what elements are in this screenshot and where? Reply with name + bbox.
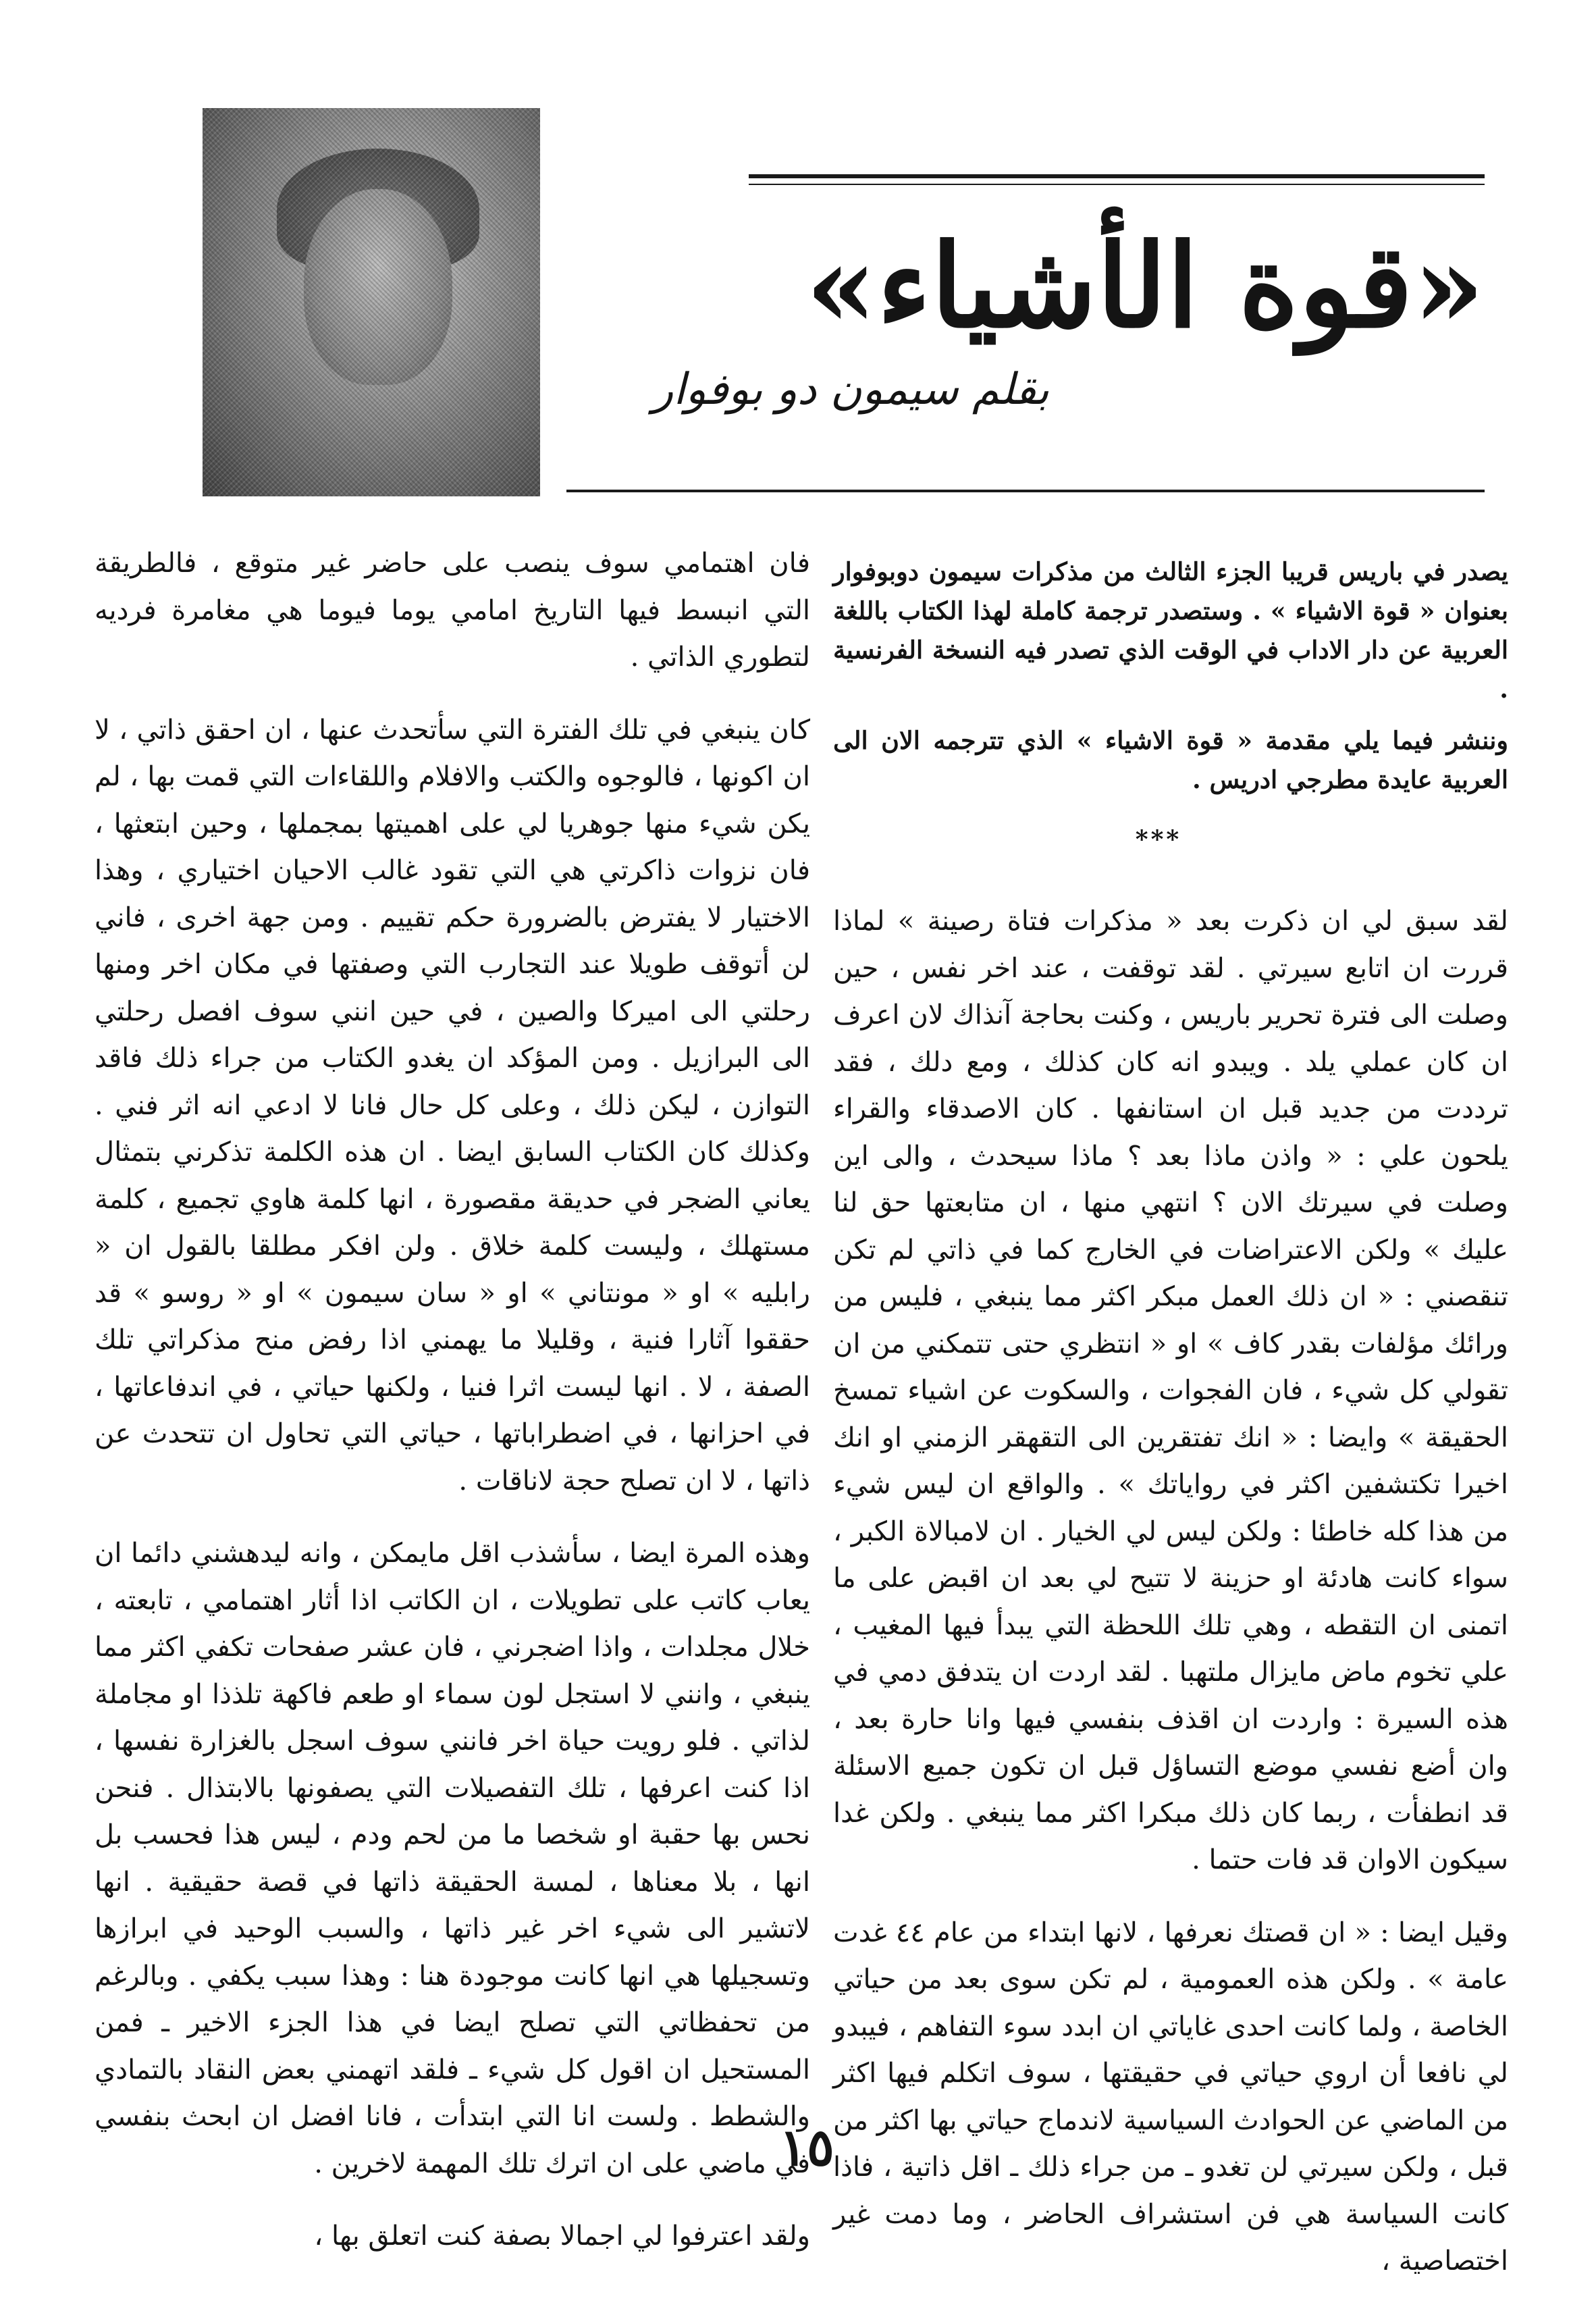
- left-paragraph: فان اهتمامي سوف ينصب على حاضر غير متوقع ، فالطريقة التي انبسط فيها التاريخ امامي يوما فيوما هي مغامرة فرديه لتطوري الذاتي .: [95, 548, 810, 673]
- header-rule-top-thick: [749, 174, 1485, 178]
- section-separator: ***: [1135, 825, 1182, 854]
- author-photo: [203, 108, 540, 496]
- header-rule-bottom: [566, 490, 1485, 492]
- photo-face: [304, 189, 452, 385]
- right-column: [833, 898, 1508, 2311]
- column-divider: [820, 540, 821, 2080]
- left-paragraph: كان ينبغي في تلك الفترة التي سأتحدث عنها ، ان احقق ذاتي ، لا ان اكونها ، فالوجوه والكتب والافلام واللقاءات التي قمت بها ، لم يكن شيء منها جوهريا لي على اهميتها بمجملها ، وحين ابتعثها ، فان نزوات ذاكرتي هي التي تقود غالب الاحيان اختياري ، وهذا الاختيار لا يفترض بالضرورة حكم تقييم . ومن جهة اخرى ، فاني لن أتوقف طويلا عند التجارب التي وصفتها في مكان اخر ومنها رحلتي الى اميركا والصين ، في حين انني سوف افصل رحلتي الى البرازيل . ومن المؤكد ان يغدو الكتاب من جراء ذلك فاقد التوازن ، ليكن ذلك ، وعلى كل حال فانا لا ادعي انه اثر فني . وكذلك كان الكتاب السابق ايضا . ان هذه الكلمة تذكرني بتمثال يعاني الضجر في حديقة مقصورة ، انها كلمة هاوي تجميع ، كلمة مستهلك ، وليست كلمة خلاق . ولن افكر مطلقا بالقول ان « رابليه » او « مونتاني » او « سان سيمون » او « روسو » قد حققوا آثارا فنية ، وقليلا ما يهمني اذا رفض منح مذكراتي تلك الصفة ، لا . انها ليست اثرا فنيا ، ولكنها حياتي ، في اندفاعاتها ، في احزانها ، في اضطراباتها ، حياتي التي تحاول ان تتحدث عن ذاتها ، لا ان تصلح حجة لاناقات .: [95, 714, 810, 1497]
- right-paragraph: وقيل ايضا : « ان قصتك نعرفها ، لانها ابتداء من عام ٤٤ غدت عامة » . ولكن هذه العمومية ، لم تكن سوى بعد من حياتي الخاصة ، ولما كانت احدى غاياتي ان ابدد سوء التفاهم ، فيبدو لي نافعا أن اروي حياتي في حقيقتها ، سوف اتكلم فيها اكثر من الماضي عن الحوادث السياسية لاندماج حياتي بها اكثر من قبل ، ولكن سيرتي لن تغدو ـ من جراء ذلك ـ اقل ذاتية ، فاذا كانت السياسة هي فن استشراف الحاضر ، وما دمت غير اختصاصية ،: [833, 1917, 1508, 2277]
- article-byline: بقلم سيمون دو بوفوار: [652, 365, 1049, 415]
- header-rule-top-thin: [749, 184, 1485, 185]
- article-title: «قوة الأشياء»: [805, 219, 1485, 354]
- right-paragraph: لقد سبق لي ان ذكرت بعد « مذكرات فتاة رصينة » لماذا قررت ان اتابع سيرتي . لقد توقفت ، عند اخر نفس ، حين وصلت الى فترة تحرير باريس ، وكنت بحاجة آنذاك لان اعرف ان كان عملي يلد . ويبدو انه كان كذلك ، ومع دلك ، فقد ترددت من جديد قبل ان استانفها . كان الاصدقاء والقراء يلحون علي : « واذن ماذا بعد ؟ ماذا سيحدث ، والى اين وصلت في سيرتك الان ؟ انتهي منها ، ان متابعتها حق لنا عليك » ولكن الاعتراضات في الخارج كما في ذاتي لم تكن تنقصني : « ان ذلك العمل مبكر اكثر مما ينبغي ، فليس من ورائك مؤلفات بقدر كاف » او « انتظري حتى تتمكني من ان تقولي كل شيء ، فان الفجوات ، والسكوت عن اشياء تمسخ الحقيقة » وايضا : « انك تفتقرين الى التقهقر الزمني او انك اخيرا تكتشفين اكثر في رواياتك » . والواقع ان ليس شيء من هذا كله خاطئا : ولكن ليس لي الخيار . ان لامبالاة الكبر ، سواء كانت هادئة او حزينة لا تتيح لي بعد ان اقبض على ما اتمنى ان التقطه ، وهي تلك اللحظة التي يبدأ فيها المغيب ، علي تخوم ماض مايزال ملتهبا . لقد اردت ان يتدفق دمي في هذه السيرة : واردت ان اقذف بنفسي فيها وانا حارة بعد ، وان أضع نفسي موضع التساؤل قبل ان تكون جميع الاسئلة قد انطفأت ، ربما كان ذلك مبكرا اكثر مما ينبغي . ولكن غدا سيكون الاوان قد فات حتما .: [833, 906, 1508, 1875]
- translation-note: وننشر فيما يلي مقدمة « قوة الاشياء » الذي تترجمه الان الى العربية عايدة مطرجي ادريس .: [833, 726, 1508, 794]
- left-paragraph: وهذه المرة ايضا ، سأشذب اقل مايمكن ، وانه ليدهشني دائما ان يعاب كاتب على تطويلات ، ان الكاتب اذا أثار اهتمامي ، تابعته ، خلال مجلدات ، واذا اضجرني ، فان عشر صفحات تكفي اكثر مما ينبغي ، وانني لا استجل لون سماء او طعم فاكهة تلذذا او مجاملة لذاتي . فلو رويت حياة اخر فانني سوف اسجل بالغزارة نفسها ، اذا كنت اعرفها ، تلك التفصيلات التي يصفونها بالابتذال . فنحن نحس بها حقبة او شخصا ما من لحم ودم ، ليس هذا فحسب بل انها ، بلا معناها ، لمسة الحقيقة ذاتها في قصة حقيقية . انها لاتشير الى شيء اخر غير ذاتها ، والسبب الوحيد في ابرازها وتسجيلها هي انها كانت موجودة هنا : وهذا سبب يكفي . وبالرغم من تحفظاتي التي تصلح ايضا في هذا الجزء الاخير ـ فمن المستحيل ان اقول كل شيء ـ فلقد اتهمني بعض النقاد بالتمادي والشطط . ولست انا التي ابتدأت ، فانا افضل ان ابحث بنفسي في ماضي على ان اترك تلك المهمة لاخرين .: [95, 1538, 810, 2179]
- intro-paragraph: يصدر في باريس قريبا الجزء الثالث من مذكرات سيمون دوبوفوار بعنوان « قوة الاشياء » . وستصدر ترجمة كاملة لهذا الكتاب باللغة العربية عن دار الاداب في الوقت الذي تصدر فيه النسخة الفرنسية .: [833, 557, 1508, 704]
- page-number: ١٥: [779, 2117, 834, 2177]
- left-paragraph: ولقد اعترفوا لي اجمالا بصفة كنت اتعلق بها ،: [314, 2221, 810, 2252]
- photo-hair: [277, 149, 479, 270]
- left-column: [95, 540, 810, 2286]
